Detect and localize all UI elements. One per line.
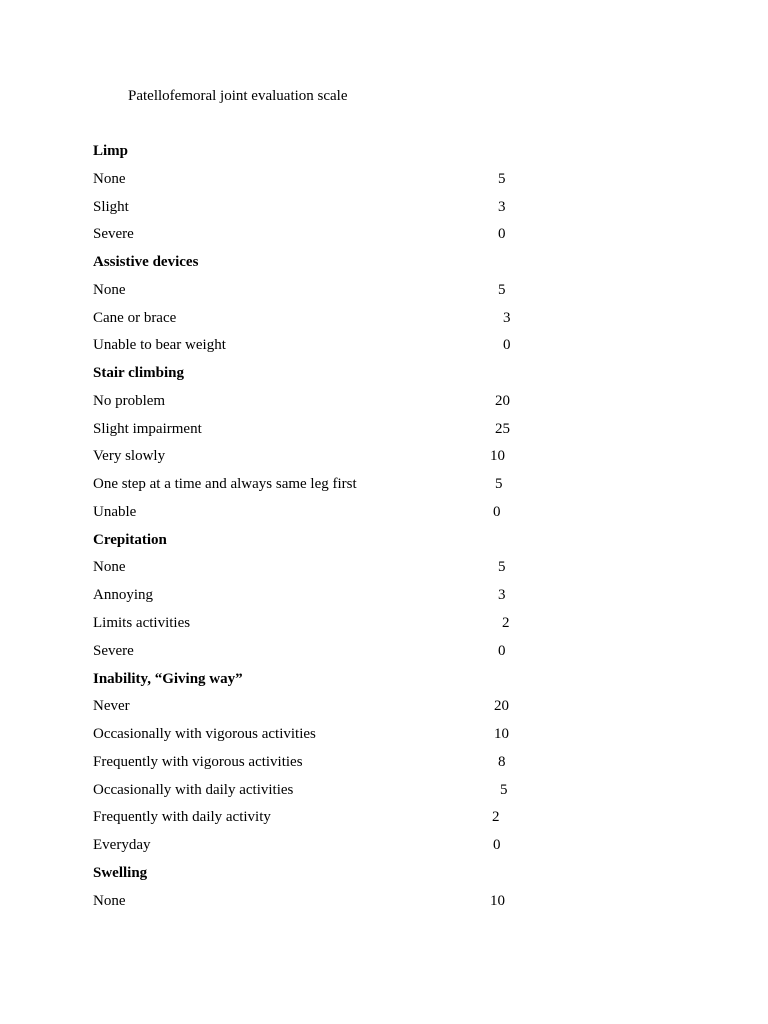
section-heading: [93, 670, 533, 698]
scale-row: [93, 808, 533, 836]
section-heading-label: Stair climbing: [93, 365, 184, 382]
scale-row: [93, 586, 533, 614]
scale-row: [93, 614, 533, 642]
item-score: 8: [498, 753, 506, 770]
item-score: 5: [495, 476, 503, 493]
scale-row: [93, 336, 533, 364]
section-heading-label: Inability, “Giving way”: [93, 670, 243, 687]
scale-row: [93, 781, 533, 809]
scale-row: [93, 281, 533, 309]
item-score: 3: [498, 198, 506, 215]
item-score: 10: [490, 892, 505, 909]
item-score: 20: [495, 392, 510, 409]
item-label: None: [93, 559, 126, 576]
item-label: Never: [93, 698, 130, 715]
item-score: 5: [498, 281, 506, 298]
scale-row: [93, 642, 533, 670]
section-heading-label: Assistive devices: [93, 254, 199, 271]
item-label: None: [93, 281, 126, 298]
item-label: Occasionally with daily activities: [93, 781, 294, 798]
section-heading: [93, 531, 533, 559]
item-score: 10: [494, 726, 509, 743]
scale-row: [93, 753, 533, 781]
item-score: 2: [492, 809, 500, 826]
section-heading: [93, 142, 533, 170]
item-label: Slight impairment: [93, 420, 202, 437]
evaluation-scale: [93, 142, 533, 919]
item-score: 0: [503, 337, 511, 354]
item-score: 0: [493, 837, 501, 854]
item-label: Cane or brace: [93, 309, 177, 326]
scale-row: [93, 309, 533, 337]
scale-row: [93, 725, 533, 753]
scale-row: [93, 503, 533, 531]
item-score: 20: [494, 698, 509, 715]
item-label: No problem: [93, 392, 166, 409]
item-label: Limits activities: [93, 615, 191, 632]
item-label: Annoying: [93, 587, 153, 604]
item-label: Severe: [93, 642, 134, 659]
page-title: Patellofemoral joint evaluation scale: [128, 88, 348, 104]
item-score: 5: [498, 170, 506, 187]
scale-row: [93, 225, 533, 253]
item-label: Slight: [93, 198, 129, 215]
section-heading: [93, 364, 533, 392]
section-heading: [93, 864, 533, 892]
item-label: Unable: [93, 503, 137, 520]
section-heading: [93, 253, 533, 281]
scale-row: [93, 392, 533, 420]
item-label: Frequently with vigorous activities: [93, 753, 303, 770]
scale-row: [93, 836, 533, 864]
item-label: Occasionally with vigorous activities: [93, 726, 316, 743]
scale-row: [93, 420, 533, 448]
item-score: 5: [498, 559, 506, 576]
section-heading-label: Limp: [93, 143, 129, 159]
item-label: Very slowly: [93, 448, 166, 465]
scale-row: [93, 697, 533, 725]
scale-row: [93, 558, 533, 586]
item-label: None: [93, 170, 126, 187]
item-score: 2: [502, 615, 510, 632]
item-score: 0: [493, 503, 501, 520]
item-label: Frequently with daily activity: [93, 809, 271, 826]
item-score: 25: [495, 420, 510, 437]
item-label: Unable to bear weight: [93, 337, 226, 354]
item-label: One step at a time and always same leg first: [93, 476, 357, 493]
item-label: Everyday: [93, 837, 151, 854]
item-score: 10: [490, 448, 505, 465]
scale-row: [93, 198, 533, 226]
item-score: 0: [498, 642, 506, 659]
section-heading-label: Crepitation: [93, 531, 167, 548]
item-score: 3: [503, 309, 511, 326]
item-label: Severe: [93, 226, 134, 243]
item-label: None: [93, 892, 126, 909]
scale-row: [93, 170, 533, 198]
item-score: 5: [500, 781, 508, 798]
scale-row: [93, 475, 533, 503]
scale-row: [93, 892, 533, 920]
item-score: 3: [498, 587, 506, 604]
item-score: 0: [498, 226, 506, 243]
scale-row: [93, 447, 533, 475]
section-heading-label: Swelling: [93, 864, 148, 881]
